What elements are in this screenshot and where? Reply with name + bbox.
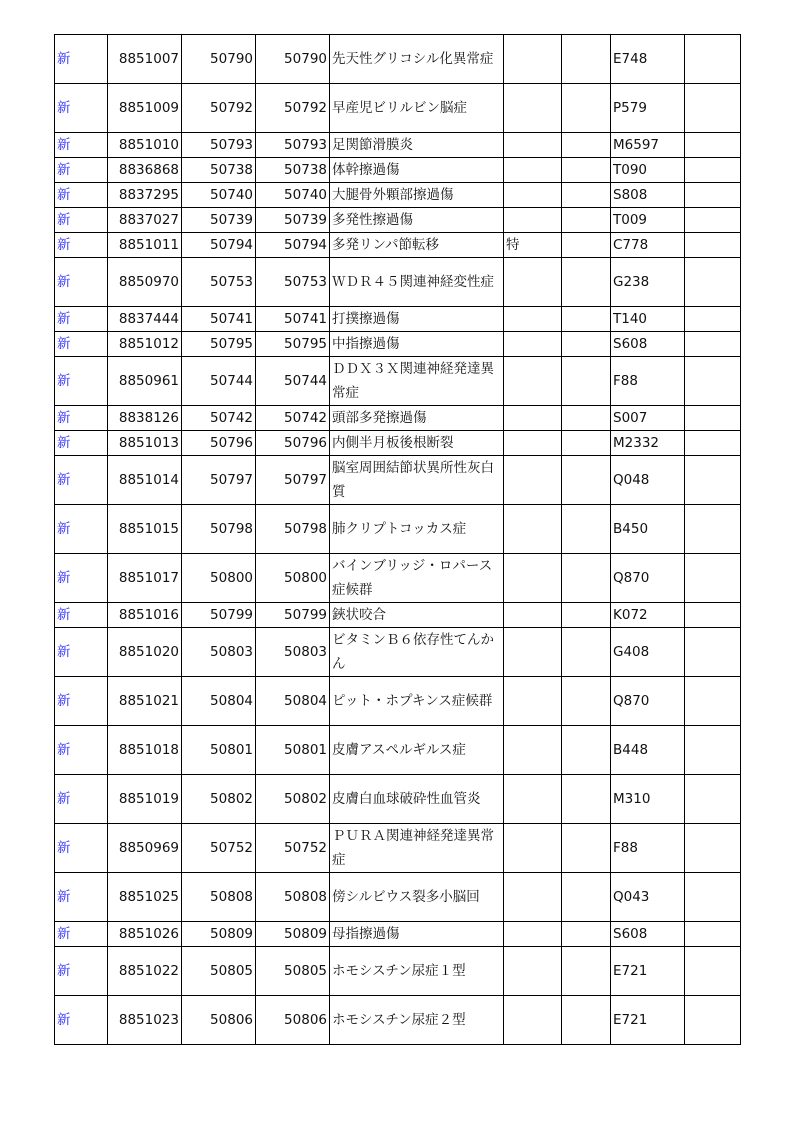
id1-cell: 50790: [182, 35, 256, 84]
icd-code-cell: B448: [611, 726, 685, 775]
disease-name-cell: 皮膚アスペルギルス症: [330, 726, 504, 775]
id2-cell: 50801: [256, 726, 330, 775]
id1-cell: 50799: [182, 603, 256, 628]
disease-name-cell: ビタミンＢ６依存性てんかん: [330, 628, 504, 677]
disease-name-cell: 中指擦過傷: [330, 332, 504, 357]
flag-cell: [504, 456, 562, 505]
table-row: [55, 133, 741, 158]
code-cell: 8851014: [108, 456, 182, 505]
table-row: [55, 357, 741, 406]
table-row: [55, 628, 741, 677]
disease-name-cell: 母指擦過傷: [330, 922, 504, 947]
table-row: [55, 677, 741, 726]
icd-code-cell: B450: [611, 505, 685, 554]
id1-cell: 50792: [182, 84, 256, 133]
flag-cell: [504, 873, 562, 922]
table-row: [55, 233, 741, 258]
id1-cell: 50740: [182, 183, 256, 208]
icd-code-cell: Q870: [611, 677, 685, 726]
table-row: [55, 431, 741, 456]
status-cell: 新: [55, 431, 108, 456]
table-row: [55, 208, 741, 233]
flag-cell: [504, 133, 562, 158]
disease-name-cell: ホモシスチン尿症１型: [330, 947, 504, 996]
extra-cell: [562, 258, 611, 307]
status-cell: 新: [55, 332, 108, 357]
extra-cell: [562, 35, 611, 84]
code-cell: 8851007: [108, 35, 182, 84]
icd-code-cell: F88: [611, 357, 685, 406]
disease-name-cell: 肺クリプトコッカス症: [330, 505, 504, 554]
disease-name-cell: ＷＤＲ４５関連神経変性症: [330, 258, 504, 307]
flag-cell: [504, 554, 562, 603]
note-cell: [685, 183, 741, 208]
note-cell: [685, 456, 741, 505]
code-cell: 8851013: [108, 431, 182, 456]
extra-cell: [562, 133, 611, 158]
status-cell: 新: [55, 726, 108, 775]
flag-cell: [504, 726, 562, 775]
code-cell: 8838126: [108, 406, 182, 431]
note-cell: [685, 775, 741, 824]
flag-cell: [504, 431, 562, 456]
id1-cell: 50808: [182, 873, 256, 922]
table-body: [55, 35, 741, 1045]
extra-cell: [562, 505, 611, 554]
flag-cell: 特: [504, 233, 562, 258]
status-cell: 新: [55, 603, 108, 628]
icd-code-cell: Q043: [611, 873, 685, 922]
id1-cell: 50797: [182, 456, 256, 505]
disease-name-cell: ＰＵＲＡ関連神経発達異常症: [330, 824, 504, 873]
flag-cell: [504, 603, 562, 628]
flag-cell: [504, 357, 562, 406]
status-cell: 新: [55, 824, 108, 873]
id2-cell: 50808: [256, 873, 330, 922]
status-cell: 新: [55, 84, 108, 133]
note-cell: [685, 84, 741, 133]
icd-code-cell: C778: [611, 233, 685, 258]
extra-cell: [562, 84, 611, 133]
extra-cell: [562, 406, 611, 431]
id1-cell: 50805: [182, 947, 256, 996]
table-row: [55, 84, 741, 133]
id2-cell: 50744: [256, 357, 330, 406]
extra-cell: [562, 307, 611, 332]
id2-cell: 50804: [256, 677, 330, 726]
id2-cell: 50740: [256, 183, 330, 208]
icd-code-cell: G238: [611, 258, 685, 307]
id2-cell: 50739: [256, 208, 330, 233]
note-cell: [685, 603, 741, 628]
table-row: [55, 726, 741, 775]
code-cell: 8851023: [108, 996, 182, 1045]
code-cell: 8851020: [108, 628, 182, 677]
note-cell: [685, 677, 741, 726]
id1-cell: 50804: [182, 677, 256, 726]
id2-cell: 50802: [256, 775, 330, 824]
flag-cell: [504, 35, 562, 84]
note-cell: [685, 158, 741, 183]
code-cell: 8851016: [108, 603, 182, 628]
table-row: [55, 996, 741, 1045]
disease-name-cell: 早産児ビリルビン脳症: [330, 84, 504, 133]
icd-code-cell: G408: [611, 628, 685, 677]
id1-cell: 50738: [182, 158, 256, 183]
id1-cell: 50794: [182, 233, 256, 258]
id2-cell: 50792: [256, 84, 330, 133]
note-cell: [685, 873, 741, 922]
note-cell: [685, 332, 741, 357]
disease-name-cell: 先天性グリコシル化異常症: [330, 35, 504, 84]
status-cell: 新: [55, 35, 108, 84]
id1-cell: 50801: [182, 726, 256, 775]
note-cell: [685, 628, 741, 677]
note-cell: [685, 133, 741, 158]
table-row: [55, 824, 741, 873]
table-row: [55, 258, 741, 307]
id2-cell: 50797: [256, 456, 330, 505]
disease-name-cell: ＤＤＸ３Ｘ関連神経発達異常症: [330, 357, 504, 406]
id2-cell: 50795: [256, 332, 330, 357]
extra-cell: [562, 873, 611, 922]
note-cell: [685, 922, 741, 947]
id1-cell: 50744: [182, 357, 256, 406]
flag-cell: [504, 628, 562, 677]
table-row: [55, 505, 741, 554]
extra-cell: [562, 208, 611, 233]
table-row: [55, 947, 741, 996]
icd-code-cell: M2332: [611, 431, 685, 456]
table-row: [55, 456, 741, 505]
status-cell: 新: [55, 406, 108, 431]
note-cell: [685, 726, 741, 775]
code-cell: 8851010: [108, 133, 182, 158]
id2-cell: 50753: [256, 258, 330, 307]
status-cell: 新: [55, 158, 108, 183]
disease-name-cell: 多発性擦過傷: [330, 208, 504, 233]
disease-code-table: [54, 34, 741, 1045]
code-cell: 8851019: [108, 775, 182, 824]
id1-cell: 50796: [182, 431, 256, 456]
status-cell: 新: [55, 208, 108, 233]
status-cell: 新: [55, 183, 108, 208]
note-cell: [685, 233, 741, 258]
disease-name-cell: 体幹擦過傷: [330, 158, 504, 183]
code-cell: 8851015: [108, 505, 182, 554]
id2-cell: 50793: [256, 133, 330, 158]
note-cell: [685, 947, 741, 996]
code-cell: 8851009: [108, 84, 182, 133]
id1-cell: 50752: [182, 824, 256, 873]
extra-cell: [562, 628, 611, 677]
icd-code-cell: M310: [611, 775, 685, 824]
extra-cell: [562, 726, 611, 775]
id1-cell: 50739: [182, 208, 256, 233]
code-cell: 8851022: [108, 947, 182, 996]
status-cell: 新: [55, 133, 108, 158]
disease-name-cell: 足関節滑膜炎: [330, 133, 504, 158]
id1-cell: 50809: [182, 922, 256, 947]
code-cell: 8851012: [108, 332, 182, 357]
disease-name-cell: 鋏状咬合: [330, 603, 504, 628]
extra-cell: [562, 775, 611, 824]
id2-cell: 50752: [256, 824, 330, 873]
flag-cell: [504, 406, 562, 431]
table-row: [55, 775, 741, 824]
note-cell: [685, 431, 741, 456]
icd-code-cell: F88: [611, 824, 685, 873]
id1-cell: 50795: [182, 332, 256, 357]
id1-cell: 50742: [182, 406, 256, 431]
icd-code-cell: S608: [611, 922, 685, 947]
disease-name-cell: 頭部多発擦過傷: [330, 406, 504, 431]
status-cell: 新: [55, 554, 108, 603]
icd-code-cell: E721: [611, 947, 685, 996]
extra-cell: [562, 357, 611, 406]
note-cell: [685, 824, 741, 873]
flag-cell: [504, 996, 562, 1045]
icd-code-cell: E748: [611, 35, 685, 84]
flag-cell: [504, 84, 562, 133]
extra-cell: [562, 332, 611, 357]
note-cell: [685, 406, 741, 431]
flag-cell: [504, 922, 562, 947]
status-cell: 新: [55, 873, 108, 922]
icd-code-cell: M6597: [611, 133, 685, 158]
id2-cell: 50799: [256, 603, 330, 628]
status-cell: 新: [55, 258, 108, 307]
code-cell: 8851021: [108, 677, 182, 726]
id2-cell: 50742: [256, 406, 330, 431]
id1-cell: 50802: [182, 775, 256, 824]
code-cell: 8851011: [108, 233, 182, 258]
id2-cell: 50741: [256, 307, 330, 332]
id2-cell: 50809: [256, 922, 330, 947]
flag-cell: [504, 183, 562, 208]
status-cell: 新: [55, 233, 108, 258]
note-cell: [685, 357, 741, 406]
status-cell: 新: [55, 628, 108, 677]
id2-cell: 50794: [256, 233, 330, 258]
disease-name-cell: 打撲擦過傷: [330, 307, 504, 332]
code-cell: 8851026: [108, 922, 182, 947]
extra-cell: [562, 922, 611, 947]
disease-name-cell: ホモシスチン尿症２型: [330, 996, 504, 1045]
code-cell: 8850969: [108, 824, 182, 873]
disease-name-cell: 脳室周囲結節状異所性灰白質: [330, 456, 504, 505]
id2-cell: 50790: [256, 35, 330, 84]
extra-cell: [562, 554, 611, 603]
note-cell: [685, 307, 741, 332]
extra-cell: [562, 677, 611, 726]
disease-name-cell: 傍シルビウス裂多小脳回: [330, 873, 504, 922]
extra-cell: [562, 603, 611, 628]
code-cell: 8837444: [108, 307, 182, 332]
table-row: [55, 183, 741, 208]
id1-cell: 50793: [182, 133, 256, 158]
table-row: [55, 922, 741, 947]
status-cell: 新: [55, 456, 108, 505]
flag-cell: [504, 158, 562, 183]
status-cell: 新: [55, 922, 108, 947]
status-cell: 新: [55, 996, 108, 1045]
note-cell: [685, 505, 741, 554]
disease-name-cell: 内側半月板後根断裂: [330, 431, 504, 456]
disease-name-cell: 皮膚白血球破砕性血管炎: [330, 775, 504, 824]
id1-cell: 50806: [182, 996, 256, 1045]
disease-name-cell: ピット・ホプキンス症候群: [330, 677, 504, 726]
code-cell: 8851018: [108, 726, 182, 775]
icd-code-cell: Q048: [611, 456, 685, 505]
extra-cell: [562, 947, 611, 996]
table-row: [55, 35, 741, 84]
extra-cell: [562, 996, 611, 1045]
extra-cell: [562, 233, 611, 258]
extra-cell: [562, 183, 611, 208]
id2-cell: 50798: [256, 505, 330, 554]
code-cell: 8851017: [108, 554, 182, 603]
flag-cell: [504, 677, 562, 726]
table-row: [55, 307, 741, 332]
icd-code-cell: T090: [611, 158, 685, 183]
note-cell: [685, 35, 741, 84]
id2-cell: 50805: [256, 947, 330, 996]
flag-cell: [504, 947, 562, 996]
extra-cell: [562, 824, 611, 873]
status-cell: 新: [55, 357, 108, 406]
icd-code-cell: Q870: [611, 554, 685, 603]
id2-cell: 50800: [256, 554, 330, 603]
note-cell: [685, 258, 741, 307]
code-cell: 8837295: [108, 183, 182, 208]
id1-cell: 50753: [182, 258, 256, 307]
disease-name-cell: 大腿骨外顆部擦過傷: [330, 183, 504, 208]
code-cell: 8850961: [108, 357, 182, 406]
flag-cell: [504, 258, 562, 307]
icd-code-cell: K072: [611, 603, 685, 628]
note-cell: [685, 554, 741, 603]
table-row: [55, 603, 741, 628]
disease-name-cell: バインブリッジ・ロパース症候群: [330, 554, 504, 603]
table-row: [55, 873, 741, 922]
icd-code-cell: S007: [611, 406, 685, 431]
flag-cell: [504, 775, 562, 824]
flag-cell: [504, 307, 562, 332]
flag-cell: [504, 208, 562, 233]
icd-code-cell: T140: [611, 307, 685, 332]
table-row: [55, 406, 741, 431]
table-row: [55, 554, 741, 603]
code-cell: 8836868: [108, 158, 182, 183]
id1-cell: 50800: [182, 554, 256, 603]
table-row: [55, 332, 741, 357]
icd-code-cell: P579: [611, 84, 685, 133]
status-cell: 新: [55, 775, 108, 824]
note-cell: [685, 996, 741, 1045]
disease-name-cell: 多発リンパ節転移: [330, 233, 504, 258]
id2-cell: 50803: [256, 628, 330, 677]
icd-code-cell: T009: [611, 208, 685, 233]
code-cell: 8851025: [108, 873, 182, 922]
status-cell: 新: [55, 505, 108, 554]
id2-cell: 50796: [256, 431, 330, 456]
extra-cell: [562, 431, 611, 456]
extra-cell: [562, 158, 611, 183]
id1-cell: 50798: [182, 505, 256, 554]
flag-cell: [504, 332, 562, 357]
icd-code-cell: S608: [611, 332, 685, 357]
extra-cell: [562, 456, 611, 505]
icd-code-cell: S808: [611, 183, 685, 208]
id2-cell: 50806: [256, 996, 330, 1045]
id2-cell: 50738: [256, 158, 330, 183]
code-cell: 8837027: [108, 208, 182, 233]
table-row: [55, 158, 741, 183]
icd-code-cell: E721: [611, 996, 685, 1045]
flag-cell: [504, 505, 562, 554]
status-cell: 新: [55, 947, 108, 996]
code-cell: 8850970: [108, 258, 182, 307]
id1-cell: 50741: [182, 307, 256, 332]
note-cell: [685, 208, 741, 233]
status-cell: 新: [55, 677, 108, 726]
id1-cell: 50803: [182, 628, 256, 677]
status-cell: 新: [55, 307, 108, 332]
flag-cell: [504, 824, 562, 873]
